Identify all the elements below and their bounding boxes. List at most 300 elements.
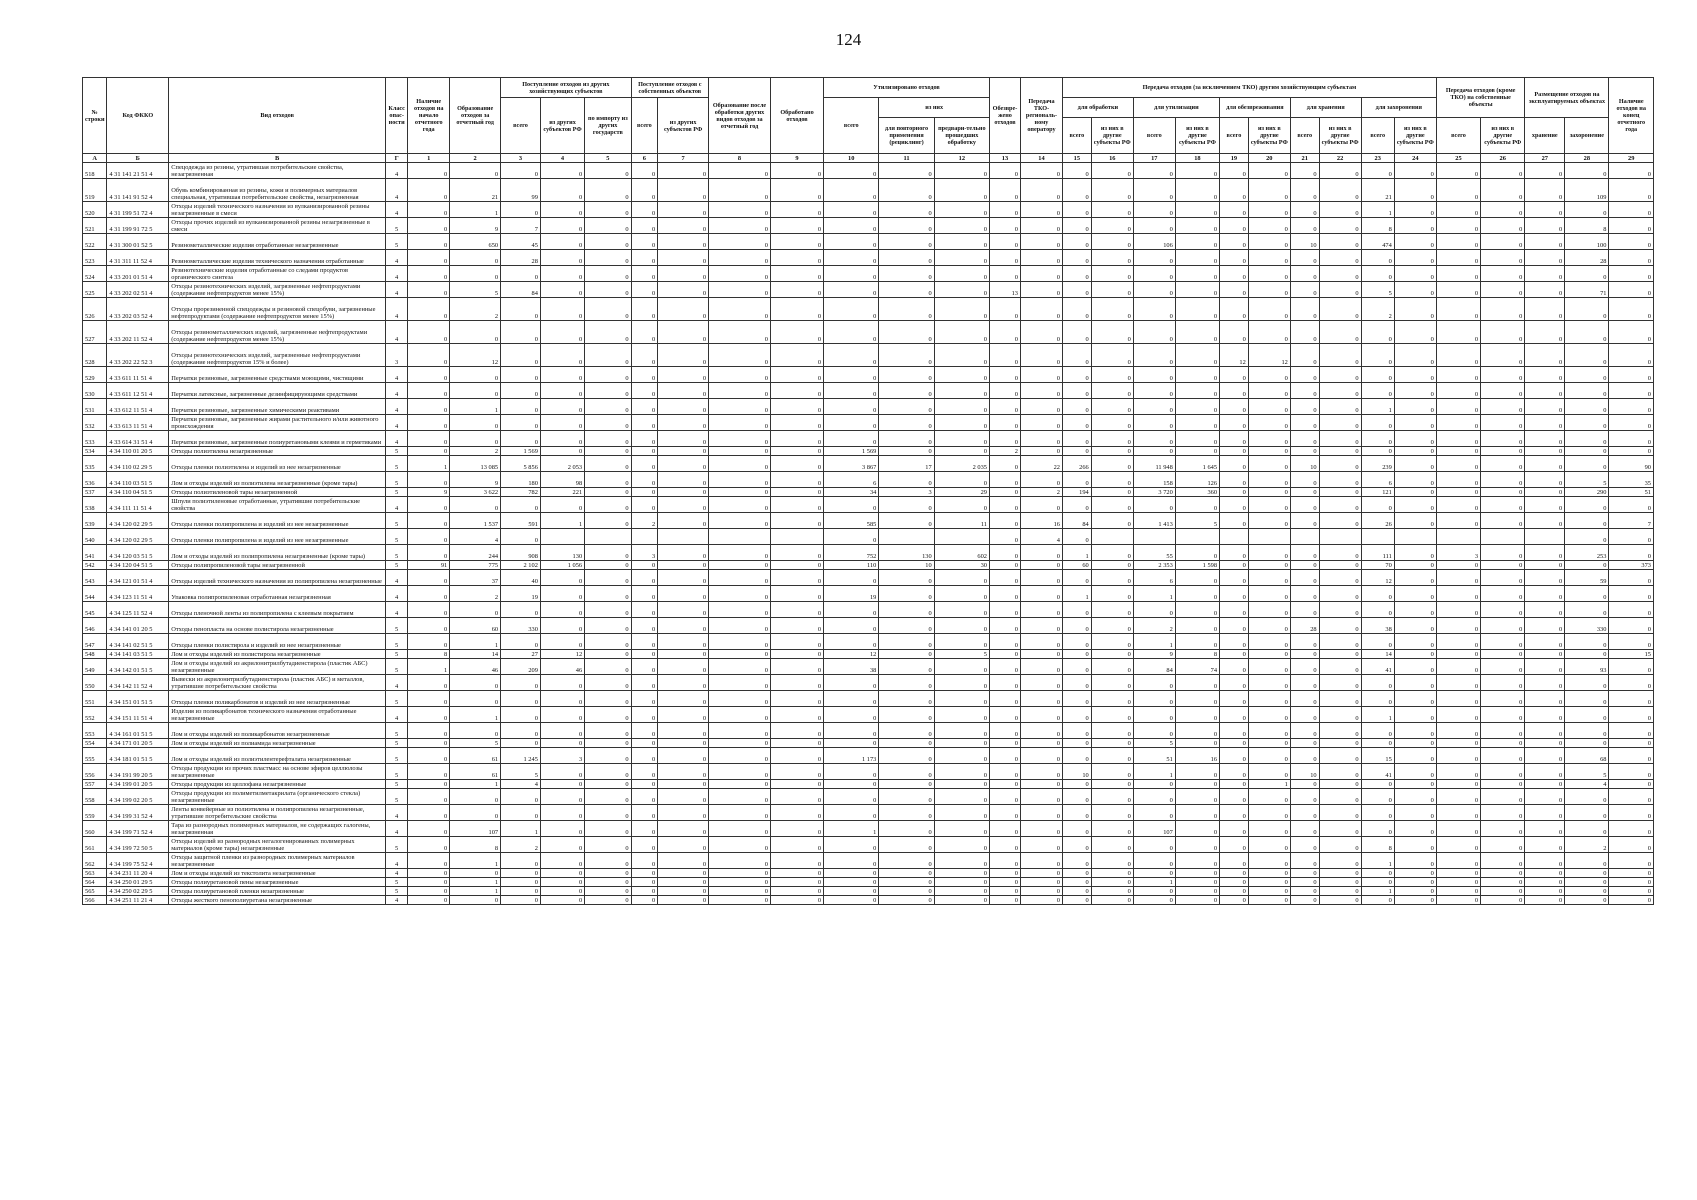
col-generated: Образование отходов за отчетный год — [450, 78, 501, 154]
col-own-other-rf: из других субъектов РФ — [658, 98, 709, 154]
value-cell: 0 — [501, 878, 541, 887]
fkko-code: 4 34 141 01 20 5 — [107, 618, 169, 634]
value-cell: 0 — [408, 707, 450, 723]
value-cell: 0 — [1394, 780, 1436, 789]
value-cell: 0 — [709, 561, 771, 570]
value-cell: 0 — [1436, 218, 1480, 234]
value-cell: 0 — [1091, 878, 1133, 887]
value-cell: 0 — [990, 691, 1021, 707]
value-cell: 0 — [540, 739, 584, 748]
value-cell: 10 — [879, 561, 934, 570]
value-cell: 0 — [879, 602, 934, 618]
col-t-neutralization: для обезвреживания — [1220, 98, 1291, 118]
hazard-class: 4 — [386, 602, 408, 618]
value-cell: 0 — [824, 887, 879, 896]
value-cell: 0 — [658, 179, 709, 202]
table-row — [83, 472, 1654, 488]
row-number: 524 — [83, 266, 107, 282]
value-cell: 0 — [540, 218, 584, 234]
value-cell: 0 — [990, 163, 1021, 179]
value-cell: 0 — [1481, 586, 1525, 602]
value-cell: 0 — [1525, 163, 1565, 179]
value-cell: 0 — [879, 869, 934, 878]
value-cell: 0 — [1290, 250, 1319, 266]
column-letter: В — [169, 154, 386, 163]
value-cell: 2 — [1020, 488, 1062, 497]
value-cell: 0 — [1481, 282, 1525, 298]
value-cell: 0 — [658, 707, 709, 723]
value-cell: 0 — [709, 896, 771, 905]
value-cell: 0 — [879, 691, 934, 707]
value-cell: 0 — [1481, 602, 1525, 618]
value-cell: 1 569 — [824, 447, 879, 456]
value-cell: 70 — [1361, 561, 1394, 570]
value-cell: 0 — [1063, 218, 1092, 234]
value-cell: 0 — [934, 570, 989, 586]
value-cell: 8 — [408, 650, 450, 659]
value-cell: 0 — [1319, 250, 1361, 266]
value-cell: 0 — [1319, 659, 1361, 675]
value-cell: 0 — [1063, 383, 1092, 399]
value-cell: 0 — [1020, 179, 1062, 202]
value-cell: 0 — [770, 282, 823, 298]
page-number: 124 — [835, 30, 862, 49]
value-cell: 3 720 — [1133, 488, 1175, 497]
waste-name: Отходы продукции из целлофана незагрязненные — [169, 780, 386, 789]
fkko-code: 4 34 123 11 51 4 — [107, 586, 169, 602]
value-cell: 0 — [1063, 447, 1092, 456]
value-cell: 9 — [408, 488, 450, 497]
value-cell: 0 — [1481, 869, 1525, 878]
value-cell: 0 — [1436, 561, 1480, 570]
value-cell: 0 — [1220, 561, 1249, 570]
value-cell: 0 — [990, 321, 1021, 344]
value-cell: 0 — [1290, 659, 1319, 675]
value-cell: 0 — [1091, 764, 1133, 780]
value-cell: 0 — [408, 869, 450, 878]
value-cell: 0 — [709, 218, 771, 234]
value-cell: 0 — [934, 821, 989, 837]
value-cell: 12 — [450, 344, 501, 367]
value-cell: 0 — [1248, 896, 1290, 905]
value-cell: 5 — [450, 282, 501, 298]
value-cell: 0 — [1565, 650, 1609, 659]
value-cell: 0 — [1020, 163, 1062, 179]
value-cell: 0 — [658, 764, 709, 780]
value-cell: 0 — [658, 878, 709, 887]
fkko-code: 4 34 111 11 51 4 — [107, 497, 169, 513]
value-cell: 0 — [1248, 853, 1290, 869]
waste-name: Отходы полиуретановой пены незагрязненные — [169, 878, 386, 887]
value-cell: 0 — [1175, 447, 1219, 456]
value-cell: 0 — [1220, 764, 1249, 780]
value-cell: 0 — [501, 298, 541, 321]
value-cell: 0 — [585, 887, 631, 896]
value-cell: 0 — [824, 878, 879, 887]
value-cell: 0 — [540, 691, 584, 707]
value-cell: 0 — [1290, 513, 1319, 529]
value-cell: 1 056 — [540, 561, 584, 570]
col-t-burial: для захоронения — [1361, 98, 1436, 118]
column-letter: 8 — [709, 154, 771, 163]
value-cell: 0 — [1319, 202, 1361, 218]
waste-name: Лом и отходы изделий из акрилонитрилбутадиенстирола (пластик АБС) незагрязненные — [169, 659, 386, 675]
value-cell: 19 — [501, 586, 541, 602]
row-number: 532 — [83, 415, 107, 431]
col-t-processing: для обработки — [1063, 98, 1134, 118]
value-cell: 0 — [1319, 707, 1361, 723]
value-cell: 0 — [1436, 887, 1480, 896]
fkko-code: 4 33 611 11 51 4 — [107, 367, 169, 383]
value-cell: 0 — [1436, 163, 1480, 179]
value-cell: 0 — [1091, 344, 1133, 367]
value-cell: 0 — [770, 488, 823, 497]
value-cell: 0 — [990, 896, 1021, 905]
value-cell: 0 — [1565, 266, 1609, 282]
value-cell: 0 — [990, 602, 1021, 618]
value-cell: 0 — [1248, 456, 1290, 472]
value-cell: 0 — [1481, 456, 1525, 472]
value-cell: 266 — [1063, 456, 1092, 472]
value-cell: 0 — [1436, 586, 1480, 602]
value-cell: 0 — [631, 748, 658, 764]
value-cell: 0 — [1175, 618, 1219, 634]
fkko-code: 4 34 141 03 51 5 — [107, 650, 169, 659]
value-cell: 0 — [1133, 282, 1175, 298]
value-cell: 0 — [1319, 447, 1361, 456]
column-letter: 13 — [990, 154, 1021, 163]
value-cell: 0 — [934, 447, 989, 456]
value-cell: 0 — [501, 602, 541, 618]
value-cell: 0 — [1020, 887, 1062, 896]
value-cell: 0 — [1394, 266, 1436, 282]
value-cell: 0 — [990, 367, 1021, 383]
row-number: 561 — [83, 837, 107, 853]
value-cell: 0 — [631, 878, 658, 887]
value-cell: 0 — [540, 179, 584, 202]
value-cell: 0 — [1091, 675, 1133, 691]
value-cell: 0 — [1436, 896, 1480, 905]
table-row — [83, 764, 1654, 780]
row-number: 536 — [83, 472, 107, 488]
value-cell: 0 — [1290, 282, 1319, 298]
value-cell: 0 — [1481, 488, 1525, 497]
value-cell: 0 — [1290, 675, 1319, 691]
value-cell: 0 — [1091, 634, 1133, 650]
value-cell: 2 — [631, 513, 658, 529]
value-cell: 0 — [1020, 675, 1062, 691]
value-cell: 0 — [709, 853, 771, 869]
value-cell: 0 — [540, 250, 584, 266]
table-row — [83, 707, 1654, 723]
value-cell: 0 — [540, 399, 584, 415]
value-cell: 0 — [824, 789, 879, 805]
value-cell: 0 — [1220, 896, 1249, 905]
value-cell — [1133, 529, 1175, 545]
col-t-storage: для хранения — [1290, 98, 1361, 118]
value-cell: 1 — [408, 659, 450, 675]
value-cell: 0 — [1525, 602, 1565, 618]
value-cell: 0 — [585, 497, 631, 513]
value-cell: 0 — [1248, 602, 1290, 618]
value-cell: 0 — [1609, 887, 1654, 896]
value-cell: 0 — [1133, 691, 1175, 707]
value-cell: 0 — [770, 707, 823, 723]
value-cell: 0 — [540, 675, 584, 691]
value-cell: 0 — [879, 344, 934, 367]
value-cell: 2 102 — [501, 561, 541, 570]
value-cell: 0 — [1319, 431, 1361, 447]
value-cell: 0 — [1525, 179, 1565, 202]
value-cell: 0 — [631, 707, 658, 723]
table-row — [83, 456, 1654, 472]
value-cell: 0 — [1436, 707, 1480, 723]
value-cell: 0 — [585, 383, 631, 399]
value-cell: 0 — [631, 202, 658, 218]
value-cell: 0 — [770, 618, 823, 634]
value-cell: 1 173 — [824, 748, 879, 764]
value-cell: 0 — [824, 707, 879, 723]
row-number: 533 — [83, 431, 107, 447]
value-cell: 0 — [770, 837, 823, 853]
value-cell: 0 — [824, 250, 879, 266]
row-number: 551 — [83, 691, 107, 707]
value-cell: 0 — [1091, 650, 1133, 659]
table-row — [83, 234, 1654, 250]
hazard-class: 5 — [386, 529, 408, 545]
value-cell: 1 — [501, 821, 541, 837]
value-cell: 0 — [1436, 659, 1480, 675]
value-cell: 1 413 — [1133, 513, 1175, 529]
value-cell: 0 — [1394, 298, 1436, 321]
row-number: 518 — [83, 163, 107, 179]
value-cell: 0 — [1394, 513, 1436, 529]
hazard-class: 4 — [386, 853, 408, 869]
value-cell: 0 — [824, 383, 879, 399]
value-cell: 0 — [934, 739, 989, 748]
value-cell: 0 — [1248, 513, 1290, 529]
value-cell: 0 — [879, 780, 934, 789]
value-cell: 0 — [585, 723, 631, 739]
col-t-storage-total: всего — [1290, 118, 1319, 154]
column-letter: 12 — [934, 154, 989, 163]
value-cell: 2 — [501, 837, 541, 853]
value-cell: 0 — [1436, 234, 1480, 250]
value-cell: 0 — [408, 202, 450, 218]
value-cell: 0 — [1609, 634, 1654, 650]
value-cell: 0 — [1133, 344, 1175, 367]
value-cell: 0 — [1290, 878, 1319, 887]
value-cell: 0 — [824, 163, 879, 179]
value-cell: 0 — [1436, 739, 1480, 748]
value-cell: 0 — [1220, 282, 1249, 298]
value-cell: 0 — [1436, 472, 1480, 488]
value-cell: 0 — [1020, 561, 1062, 570]
value-cell: 0 — [1020, 789, 1062, 805]
value-cell: 0 — [709, 344, 771, 367]
value-cell: 0 — [1394, 650, 1436, 659]
value-cell: 0 — [585, 399, 631, 415]
value-cell: 0 — [1248, 447, 1290, 456]
col-t-neutralization-total: всего — [1220, 118, 1249, 154]
table-body — [83, 163, 1654, 905]
value-cell: 0 — [501, 739, 541, 748]
value-cell: 0 — [1609, 764, 1654, 780]
value-cell: 0 — [1481, 218, 1525, 234]
hazard-class: 5 — [386, 618, 408, 634]
value-cell: 0 — [1361, 344, 1394, 367]
value-cell: 0 — [408, 805, 450, 821]
column-letter: 20 — [1248, 154, 1290, 163]
value-cell: 0 — [1394, 707, 1436, 723]
value-cell: 0 — [1319, 869, 1361, 878]
column-letter: 10 — [824, 154, 879, 163]
value-cell: 0 — [1290, 748, 1319, 764]
value-cell: 0 — [1525, 869, 1565, 878]
value-cell: 0 — [540, 282, 584, 298]
value-cell: 0 — [631, 282, 658, 298]
value-cell: 9 — [450, 218, 501, 234]
waste-name: Лом и отходы изделий из текстолита незагрязненные — [169, 869, 386, 878]
value-cell: 0 — [1220, 675, 1249, 691]
value-cell: 0 — [1175, 837, 1219, 853]
value-cell: 0 — [1248, 179, 1290, 202]
value-cell: 0 — [879, 472, 934, 488]
value-cell: 0 — [1290, 163, 1319, 179]
value-cell: 0 — [1525, 739, 1565, 748]
waste-name: Отходы пленки полистирола и изделий из нее незагрязненные — [169, 634, 386, 650]
value-cell: 0 — [879, 887, 934, 896]
value-cell: 0 — [540, 896, 584, 905]
row-number: 541 — [83, 545, 107, 561]
value-cell: 0 — [934, 789, 989, 805]
value-cell: 0 — [1091, 586, 1133, 602]
value-cell: 0 — [1290, 202, 1319, 218]
value-cell: 1 — [1133, 878, 1175, 887]
value-cell: 0 — [770, 675, 823, 691]
value-cell: 0 — [1290, 367, 1319, 383]
value-cell: 0 — [934, 837, 989, 853]
value-cell: 0 — [1248, 723, 1290, 739]
value-cell: 0 — [1063, 789, 1092, 805]
row-number: 563 — [83, 869, 107, 878]
value-cell: 0 — [408, 764, 450, 780]
value-cell: 1 — [1361, 202, 1394, 218]
value-cell: 0 — [658, 837, 709, 853]
value-cell: 0 — [879, 586, 934, 602]
value-cell: 782 — [501, 488, 541, 497]
value-cell: 5 — [934, 650, 989, 659]
value-cell: 0 — [1290, 179, 1319, 202]
value-cell: 0 — [540, 805, 584, 821]
value-cell — [1394, 529, 1436, 545]
value-cell: 55 — [1133, 545, 1175, 561]
fkko-code: 4 34 151 11 51 4 — [107, 707, 169, 723]
value-cell: 0 — [501, 675, 541, 691]
hazard-class: 4 — [386, 298, 408, 321]
value-cell: 21 — [1361, 179, 1394, 202]
value-cell: 0 — [1063, 266, 1092, 282]
value-cell: 0 — [631, 739, 658, 748]
value-cell: 290 — [1565, 488, 1609, 497]
value-cell: 0 — [1175, 431, 1219, 447]
value-cell: 1 645 — [1175, 456, 1219, 472]
value-cell: 0 — [1133, 431, 1175, 447]
value-cell: 0 — [1091, 250, 1133, 266]
table-row — [83, 513, 1654, 529]
value-cell: 0 — [1609, 282, 1654, 298]
column-letter: Б — [107, 154, 169, 163]
value-cell: 0 — [1290, 218, 1319, 234]
value-cell: 253 — [1565, 545, 1609, 561]
value-cell: 0 — [1063, 618, 1092, 634]
value-cell: 0 — [1248, 650, 1290, 659]
value-cell: 0 — [1319, 344, 1361, 367]
col-received-total: всего — [501, 98, 541, 154]
value-cell: 0 — [1220, 218, 1249, 234]
value-cell: 0 — [1319, 853, 1361, 869]
column-letter: 4 — [540, 154, 584, 163]
value-cell: 0 — [990, 415, 1021, 431]
value-cell: 1 — [450, 707, 501, 723]
value-cell: 0 — [770, 887, 823, 896]
value-cell: 0 — [1248, 561, 1290, 570]
value-cell: 0 — [658, 853, 709, 869]
value-cell: 0 — [408, 837, 450, 853]
value-cell: 0 — [585, 344, 631, 367]
value-cell: 11 — [934, 513, 989, 529]
table-row — [83, 431, 1654, 447]
value-cell: 111 — [1361, 545, 1394, 561]
value-cell: 0 — [709, 250, 771, 266]
value-cell: 130 — [540, 545, 584, 561]
col-name: Вид отходов — [169, 78, 386, 154]
value-cell: 0 — [1175, 805, 1219, 821]
col-neutralized: Обезвре-жено отходов — [990, 78, 1021, 154]
value-cell: 0 — [1133, 780, 1175, 789]
value-cell: 0 — [1091, 163, 1133, 179]
value-cell: 0 — [770, 344, 823, 367]
value-cell: 0 — [934, 634, 989, 650]
value-cell: 0 — [709, 878, 771, 887]
value-cell — [709, 529, 771, 545]
value-cell: 0 — [585, 367, 631, 383]
value-cell: 0 — [540, 344, 584, 367]
value-cell: 0 — [1319, 298, 1361, 321]
column-letter: 24 — [1394, 154, 1436, 163]
fkko-code: 4 34 141 02 51 5 — [107, 634, 169, 650]
value-cell: 0 — [1394, 344, 1436, 367]
value-cell: 0 — [1063, 805, 1092, 821]
value-cell: 3 622 — [450, 488, 501, 497]
value-cell: 0 — [824, 869, 879, 878]
value-cell: 0 — [1525, 497, 1565, 513]
value-cell: 0 — [1248, 739, 1290, 748]
value-cell: 0 — [1436, 780, 1480, 789]
value-cell: 474 — [1361, 234, 1394, 250]
value-cell: 0 — [1091, 497, 1133, 513]
value-cell: 0 — [540, 869, 584, 878]
value-cell: 0 — [879, 250, 934, 266]
value-cell: 0 — [631, 234, 658, 250]
value-cell: 0 — [1525, 456, 1565, 472]
hazard-class: 4 — [386, 321, 408, 344]
value-cell: 0 — [450, 415, 501, 431]
value-cell: 0 — [450, 497, 501, 513]
fkko-code: 4 34 199 72 50 5 — [107, 837, 169, 853]
value-cell: 121 — [1361, 488, 1394, 497]
value-cell: 0 — [824, 837, 879, 853]
